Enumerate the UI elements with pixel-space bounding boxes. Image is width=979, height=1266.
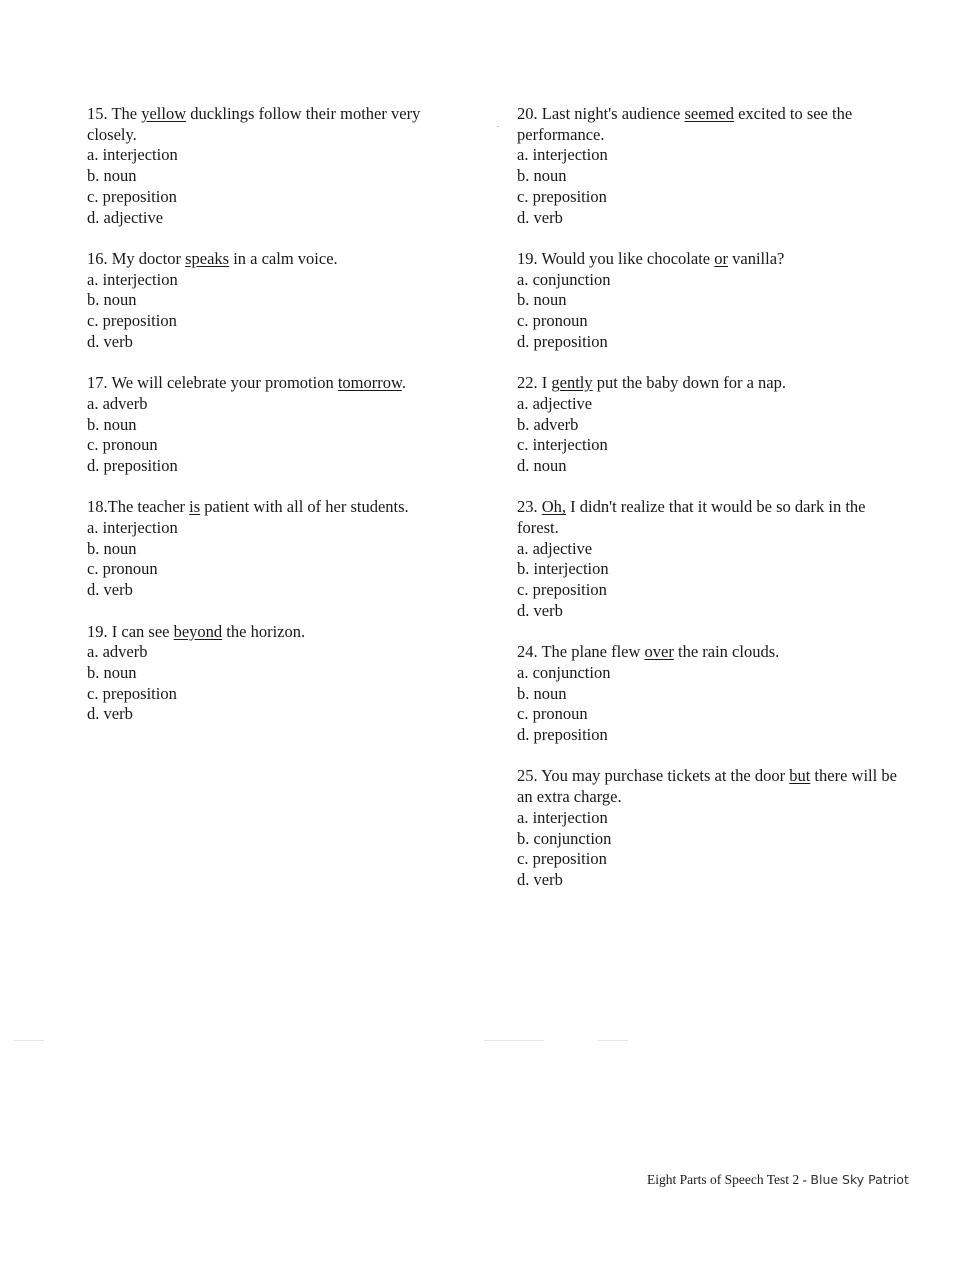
question-stem: 25. You may purchase tickets at the door but there will be an extra charge. [517,766,897,807]
option-c: c. preposition [517,849,607,869]
underlined-word: Oh, [541,497,567,517]
question-stem: 19. Would you like chocolate or vanilla? [517,248,785,268]
option-b: b. noun [87,166,137,186]
option-d: d. verb [517,869,563,889]
option-b: b. noun [87,414,137,434]
left-column [87,104,467,746]
question-stem: 15. The yellow ducklings follow their mother very closely. [87,104,421,144]
option-b: b. noun [87,662,137,682]
underlined-word: but [789,766,811,786]
question-15 [87,104,467,228]
question-stem: 16. My doctor speaks in a calm voice. [87,248,338,268]
option-d: d. adjective [87,207,164,227]
option-b: b. noun [87,538,137,558]
option-d: d. verb [87,580,133,600]
question-23 [517,497,897,621]
option-b: b. noun [517,683,567,703]
option-d: d. preposition [87,455,178,475]
option-c: c. pronoun [517,704,588,724]
page-footer [647,1172,909,1188]
question-17 [87,373,467,477]
option-c: c. preposition [517,580,607,600]
footer-title: Eight Parts of Speech Test 2 [647,1172,800,1187]
option-d: d. noun [517,455,567,475]
underlined-word: speaks [185,248,230,268]
underlined-word: gently [551,373,593,393]
option-a: a. interjection [87,269,178,289]
question-16 [87,249,467,353]
option-c: c. preposition [87,186,177,206]
option-b: b. adverb [517,414,579,434]
option-d: d. preposition [517,331,608,351]
option-a: a. interjection [87,145,178,165]
option-a: a. interjection [517,807,608,827]
option-a: a. conjunction [517,269,611,289]
underlined-word: over [644,642,674,662]
option-c: c. preposition [517,186,607,206]
scan-speck [484,1040,544,1041]
question-stem: 22. I gently put the baby down for a nap. [517,373,786,393]
right-column [517,104,897,911]
question-21 [517,249,897,353]
question-stem: 17. We will celebrate your promotion tomorrow. [87,373,406,393]
option-c: c. interjection [517,435,608,455]
option-a: a. interjection [87,518,178,538]
question-18 [87,497,467,601]
option-d: d. verb [517,207,563,227]
option-c: c. preposition [87,683,177,703]
underlined-word: or [714,248,728,268]
option-a: a. adjective [517,393,593,413]
question-22 [517,373,897,477]
scan-speck [598,1040,628,1041]
question-stem: 18.The teacher is patient with all of her students. [87,497,409,517]
question-25 [517,766,897,890]
underlined-word: is [189,497,201,517]
option-d: d. preposition [517,725,608,745]
option-a: a. conjunction [517,662,611,682]
question-stem: 19. I can see beyond the horizon. [87,621,306,641]
question-stem: 23. Oh, I didn't realize that it would be so dark in the forest. [517,497,866,538]
scan-speck [497,126,499,127]
option-a: a. adverb [87,393,148,413]
option-a: a. adjective [517,538,593,558]
option-b: b. noun [87,290,137,310]
footer-credit: Blue Sky Patriot [810,1172,909,1187]
option-c: c. pronoun [87,435,158,455]
option-b: b. noun [517,290,567,310]
footer-separator: - [799,1172,811,1187]
option-b: b. conjunction [517,828,612,848]
option-d: d. verb [517,600,563,620]
question-stem: 20. Last night's audience seemed excited to see the performance. [517,104,853,144]
option-a: a. adverb [87,642,148,662]
option-d: d. verb [87,331,133,351]
option-b: b. interjection [517,559,609,579]
underlined-word: seemed [684,104,734,123]
underlined-word: yellow [141,104,187,123]
question-19 [87,622,467,726]
option-c: c. preposition [87,311,177,331]
option-c: c. pronoun [87,559,158,579]
question-24 [517,642,897,746]
question-20 [517,104,897,228]
option-a: a. interjection [517,145,608,165]
option-d: d. verb [87,704,133,724]
option-c: c. pronoun [517,311,588,331]
underlined-word: tomorrow [337,373,402,393]
option-b: b. noun [517,166,567,186]
question-stem: 24. The plane flew over the rain clouds. [517,642,780,662]
scan-speck [14,1040,44,1041]
underlined-word: beyond [173,621,223,641]
